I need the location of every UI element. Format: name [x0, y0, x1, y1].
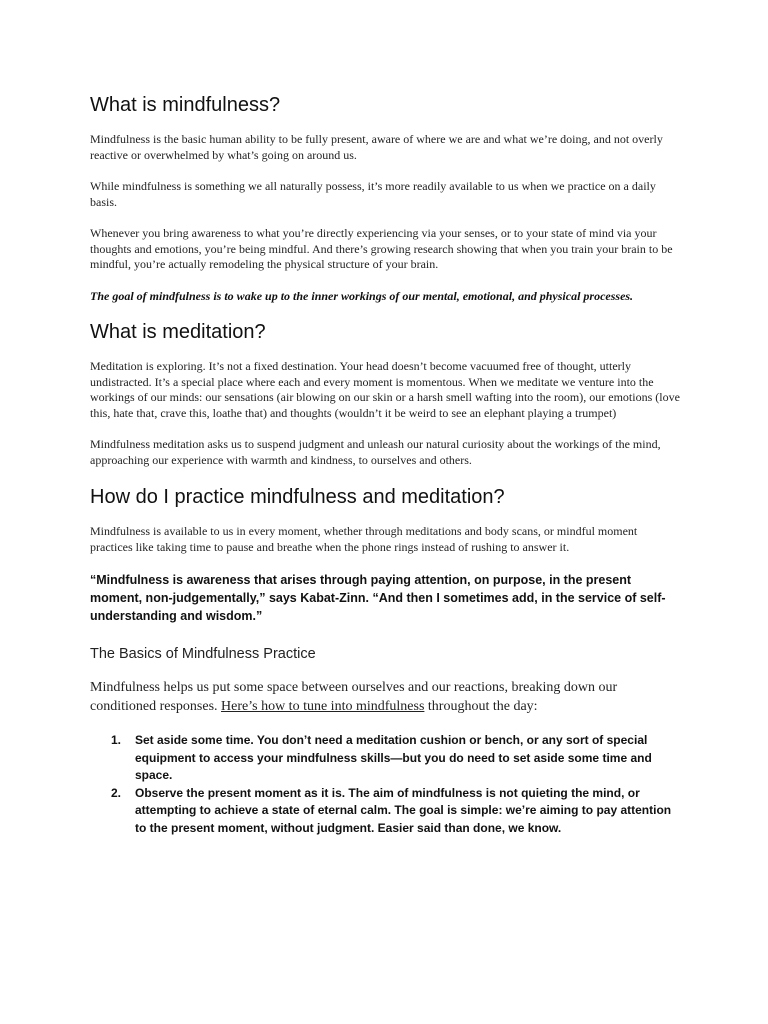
paragraph-mindfulness-brain: Whenever you bring awareness to what you’re directly experiencing via your senses, or to your state of mind via your thoughts and emotions, you’re being mindful. And there’s growing research showing that when you train your brain to be mindful, you’re actually remodeling the physical structure of your brain.: [90, 226, 673, 271]
paragraph-mindfulness-practice: While mindfulness is something we all naturally possess, it’s more readily available to us when we practice on a daily basis.: [90, 179, 656, 209]
list-number: 2.: [111, 785, 122, 800]
paragraph-meditation-judgment: Mindfulness meditation asks us to suspend judgment and unleash our natural curiosity about the workings of the mind, approaching our experience with warmth and kindness, to ourselves and others.: [90, 437, 661, 467]
paragraph-mindfulness-goal: The goal of mindfulness is to wake up to the inner workings of our mental, emotional, and physical processes.: [90, 288, 634, 303]
paragraph-practice-availability: Mindfulness is available to us in every moment, whether through meditations and body scans, or mindful moment practices like taking time to pause and breathe when the phone rings instead of rushing to answer it.: [90, 524, 638, 554]
paragraph-basics-intro: [90, 678, 680, 716]
intro-text-before: Mindfulness helps us put some space between ourselves and our reactions, breaking down our conditioned responses.: [90, 680, 618, 714]
intro-text-after: throughout the day:: [424, 699, 538, 714]
list-item-text: Observe the present moment as it is. The aim of mindfulness is not quieting the mind, or attempting to achieve a state of eternal calm. The goal is simple: we’re aiming to pay attention to the present moment, without judgment. Easier said than done, we know.: [135, 785, 672, 835]
heading-basics: The Basics of Mindfulness Practice: [90, 646, 316, 662]
heading-what-is-meditation: What is meditation?: [90, 321, 266, 343]
list-item-step-1: [90, 732, 680, 785]
list-item-text: Set aside some time. You don’t need a meditation cushion or bench, or any sort of special equipment to access your mindfulness skills—but you do need to set aside some time and space.: [135, 733, 652, 782]
steps-list: [90, 732, 680, 837]
heading-what-is-mindfulness: What is mindfulness?: [90, 94, 281, 116]
heading-how-to-practice: How do I practice mindfulness and meditation?: [90, 486, 505, 508]
paragraph-meditation-exploring: Meditation is exploring. It’s not a fixed destination. Your head doesn’t become vacuumed free of thought, utterly undistracted. It’s a special place where each and every moment is momentous. When we meditate we venture into the workings of our minds: our sensations (air blowing on our skin or a harsh smell wafting into the room), our emotions (love this, hate that, crave this, loathe that) and thoughts (wouldn’t it be weird to see an elephant playing a trumpet): [90, 359, 680, 420]
document-page: [90, 92, 680, 837]
quote-kabat-zinn: “Mindfulness is awareness that arises through paying attention, on purpose, in the present moment, non-judgementally,” says Kabat-Zinn. “And then I sometimes add, in the service of self-understanding and wisdom.”: [90, 573, 666, 623]
tune-into-mindfulness-link[interactable]: Here’s how to tune into mindfulness: [221, 699, 425, 714]
list-item-step-2: [90, 785, 680, 838]
list-number: 1.: [111, 733, 122, 747]
paragraph-mindfulness-definition: Mindfulness is the basic human ability to be fully present, aware of where we are and what we’re doing, and not overly reactive or overwhelmed by what’s going on around us.: [90, 132, 663, 162]
